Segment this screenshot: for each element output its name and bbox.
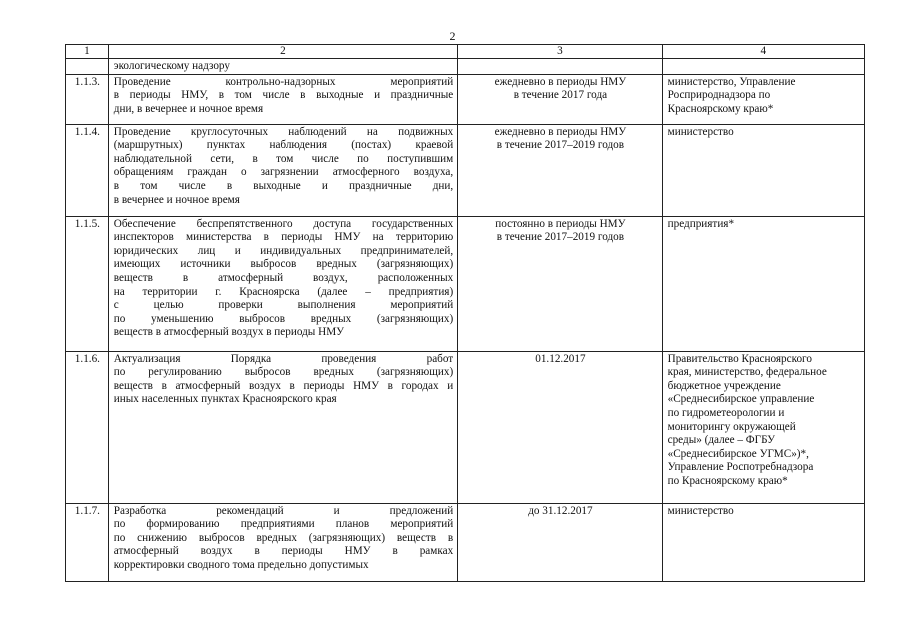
measure-description-line: веществ в атмосферный воздух, расположенных (113, 271, 454, 284)
measure-description (108, 216, 457, 351)
measure-description-line: Обеспечение беспрепятственного доступа государственных (113, 217, 454, 230)
item-number: 1.1.4. (66, 124, 109, 216)
item-number: 1.1.6. (66, 351, 109, 503)
measure-description (108, 74, 457, 124)
measure-description-line: инспекторов министерства в периоды НМУ на территорию (113, 231, 454, 244)
measure-description-line: обращениям граждан о загрязнении атмосферного воздуха, (113, 166, 454, 179)
responsible-parties (662, 503, 864, 581)
execution-term (458, 124, 662, 216)
measure-description-line: корректировки сводного тома предельно допустимых (113, 558, 369, 571)
table-row (66, 74, 865, 124)
responsible-parties-line: Управление Роспотребнадзора (667, 461, 814, 474)
table-row (66, 124, 865, 216)
execution-term-line: до 31.12.2017 (528, 504, 593, 517)
table-row (66, 503, 865, 581)
responsible-parties-line: Правительство Красноярского (667, 352, 812, 365)
item-number: 1.1.5. (66, 216, 109, 351)
measure-description-line: Разработка рекомендаций и предложений (113, 504, 454, 517)
item-number: 1.1.7. (66, 503, 109, 581)
header-col-3: 3 (458, 45, 662, 59)
measure-description-line: иных населенных пунктах Красноярского края (113, 393, 337, 406)
measure-description-line: наблюдательной сети, в том числе по поступившим (113, 152, 454, 165)
header-col-2: 2 (108, 45, 457, 59)
responsible-parties-line: края, министерство, федеральное (667, 366, 827, 379)
measure-description-line: в том числе в выходные и праздничные дни, (113, 179, 454, 192)
responsible-parties (662, 124, 864, 216)
measure-description-line: Актуализация Порядка проведения работ (113, 352, 454, 365)
table-row (66, 351, 865, 503)
execution-term-line: в течение 2017–2019 годов (496, 139, 625, 152)
responsible-parties-line: министерство (667, 504, 734, 517)
execution-term (458, 74, 662, 124)
responsible-parties-line: министерство, Управление (667, 75, 796, 88)
measure-description (108, 351, 457, 503)
measures-table (65, 44, 865, 582)
measure-description-line: по регулированию выбросов вредных (загрязняющих) (113, 366, 454, 379)
responsible-parties-line: мониторингу окружающей (667, 420, 796, 433)
continuation-text: экологическому надзору (108, 59, 457, 75)
execution-term (458, 503, 662, 581)
measure-description-line: Проведение контрольно-надзорных мероприятий (113, 75, 454, 88)
measure-description-line: по снижению выбросов вредных (загрязняющих) веществ в (113, 531, 454, 544)
measure-description-line: по уменьшению выбросов вредных (загрязняющих) (113, 312, 454, 325)
execution-term-line: ежедневно в периоды НМУ (494, 125, 627, 138)
execution-term-line: 01.12.2017 (535, 352, 586, 365)
responsible-parties-line: Росприроднадзора по (667, 89, 771, 102)
header-col-4: 4 (662, 45, 864, 59)
responsible-parties-line: предприятия* (667, 217, 735, 230)
responsible-parties (662, 74, 864, 124)
execution-term-line: в течение 2017–2019 годов (496, 231, 625, 244)
measure-description (108, 503, 457, 581)
responsible-parties-line: среды» (далее – ФГБУ (667, 434, 776, 447)
page-number: 2 (449, 29, 456, 43)
responsible-parties-line: «Среднесибирское УГМС»)*, (667, 447, 809, 460)
measure-description-line: (маршрутных) пунктах наблюдения (постах) краевой (113, 139, 454, 152)
responsible-parties-line: по Красноярскому краю* (667, 474, 788, 487)
responsible-parties-line: «Среднесибирское управление (667, 393, 815, 406)
responsible-parties (662, 351, 864, 503)
measure-description-line: в периоды НМУ, в том числе в выходные и праздничные (113, 89, 454, 102)
measure-description-line: в вечернее и ночное время (113, 193, 240, 206)
execution-term (458, 351, 662, 503)
responsible-parties-line: бюджетное учреждение (667, 379, 781, 392)
measure-description-line: веществ в атмосферный воздух в периоды НМУ в городах и (113, 379, 454, 392)
header-col-1: 1 (66, 45, 109, 59)
measure-description-line: с целью проверки выполнения мероприятий (113, 299, 454, 312)
table-row (66, 216, 865, 351)
measure-description-line: юридических лиц и индивидуальных предпринимателей, (113, 244, 454, 257)
measure-description-line: имеющих источники выбросов вредных (загрязняющих) (113, 258, 454, 271)
responsible-parties-line: по гидрометеорологии и (667, 406, 785, 419)
measure-description-line: на территории г. Красноярска (далее – предприятия) (113, 285, 454, 298)
item-number: 1.1.3. (66, 74, 109, 124)
execution-term (458, 216, 662, 351)
measure-description (108, 124, 457, 216)
responsible-parties-line: министерство (667, 125, 734, 138)
measure-description-line: по формированию предприятиями планов мероприятий (113, 518, 454, 531)
measure-description-line: Проведение круглосуточных наблюдений на подвижных (113, 125, 454, 138)
responsible-parties-line: Красноярскому краю* (667, 102, 774, 115)
measure-description-line: веществ в атмосферный воздух в периоды НМУ (113, 326, 345, 339)
execution-term-line: постоянно в периоды НМУ (495, 217, 626, 230)
header-row (66, 45, 865, 59)
execution-term-line: в течение 2017 года (513, 89, 608, 102)
responsible-parties (662, 216, 864, 351)
measure-description-line: дни, в вечернее и ночное время (113, 102, 264, 115)
continuation-row (66, 59, 865, 75)
execution-term-line: ежедневно в периоды НМУ (494, 75, 627, 88)
measure-description-line: атмосферный воздух в периоды НМУ в рамках (113, 545, 454, 558)
